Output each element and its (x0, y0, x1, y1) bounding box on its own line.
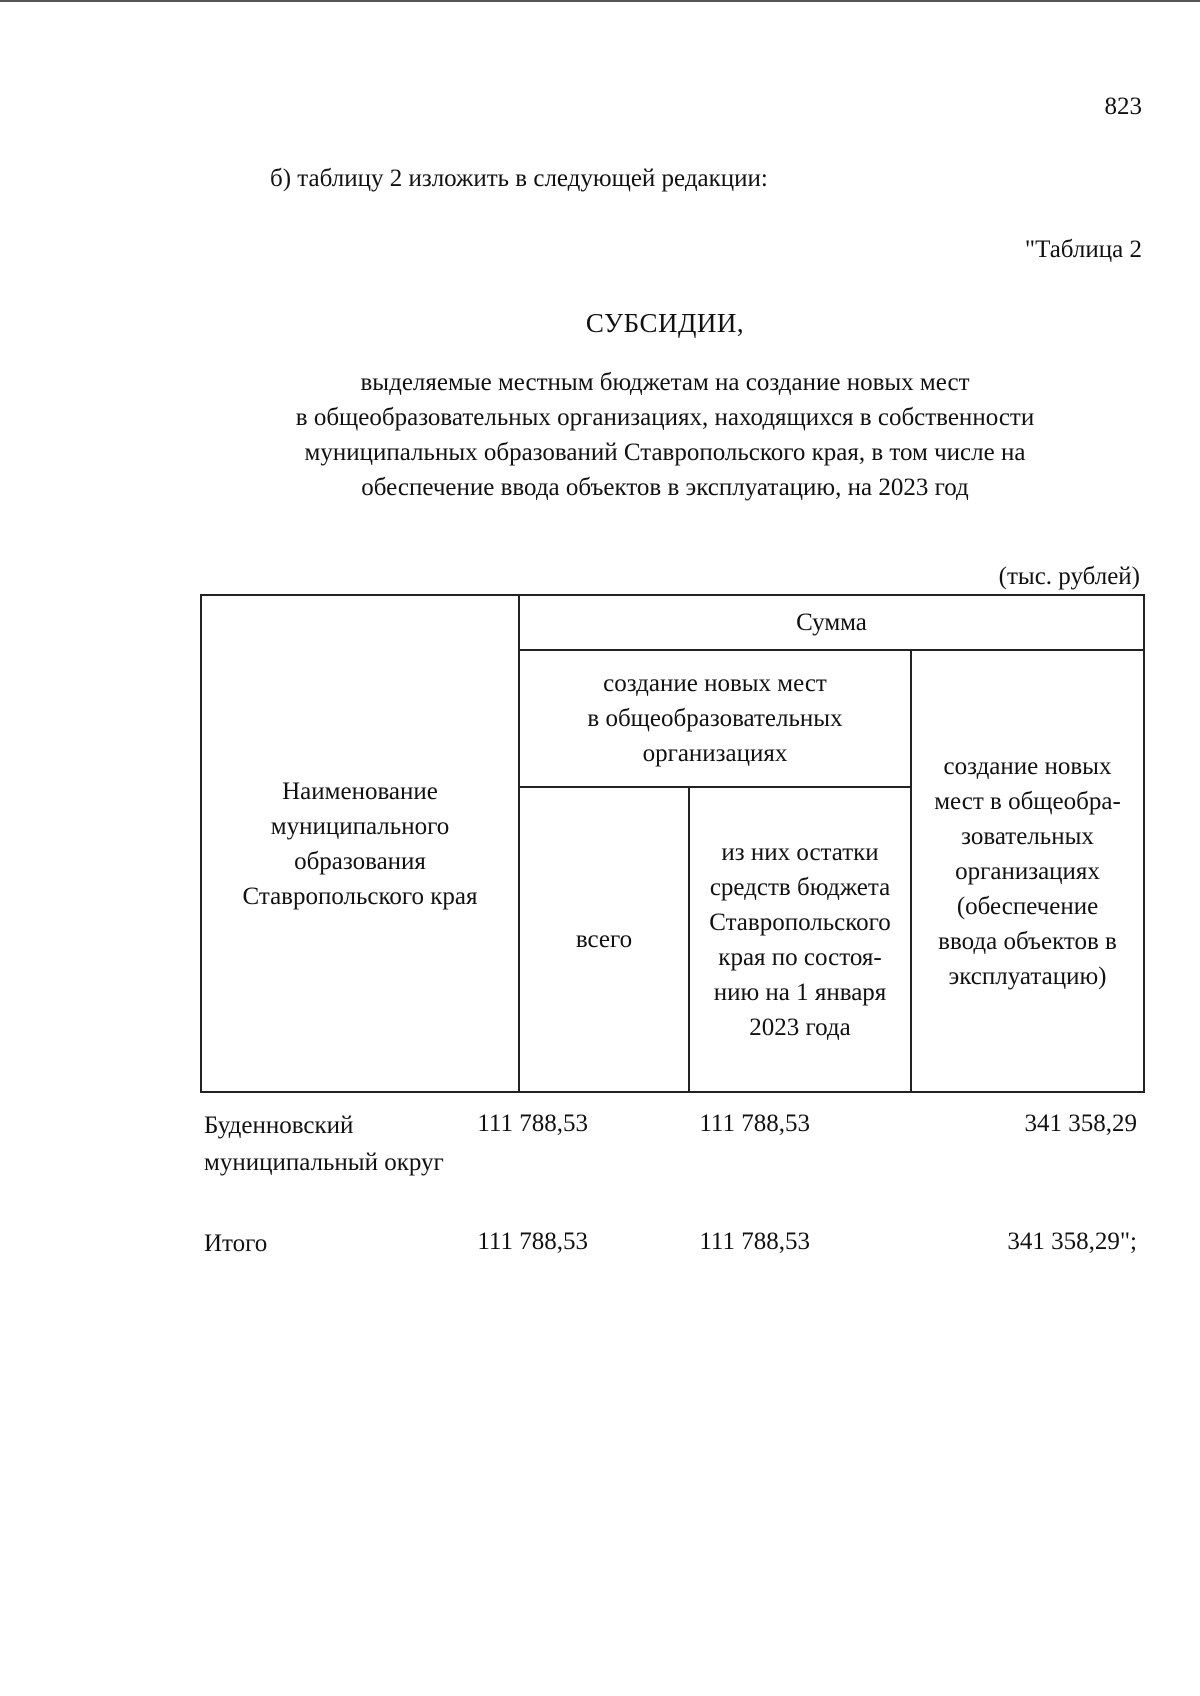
subtitle-line: в общеобразовательных организациях, находящихся в собственности (295, 404, 1035, 431)
subtitle-line: обеспечение ввода объектов в эксплуатацию, на 2023 год (361, 474, 969, 501)
value-commissioning: 341 358,29 (1024, 1110, 1137, 1137)
subsidy-table-header (200, 594, 1145, 1093)
header-text-line: в общеобразовательных (587, 705, 843, 732)
top-border-line (0, 0, 1200, 2)
header-text-line: из них остатки (721, 838, 879, 866)
document-subtitle (0, 365, 1200, 505)
header-text-line: нию на 1 января (713, 978, 887, 1006)
header-text-line: создание новых (943, 752, 1112, 780)
total-value-total: 111 788,53 (477, 1228, 588, 1255)
header-text-line: средств бюджета (709, 873, 891, 901)
header-remainder (689, 787, 911, 1092)
header-text-line: Ставропольского края (242, 882, 478, 910)
total-value-remainder: 111 788,53 (699, 1228, 810, 1255)
municipality-name-line: Буденновский (204, 1112, 354, 1139)
municipality-name (204, 1107, 444, 1181)
table-label: "Таблица 2 (1024, 236, 1142, 263)
header-text-line: Ставропольского (709, 908, 891, 936)
value-total: 111 788,53 (477, 1110, 588, 1137)
header-sum: Сумма (519, 595, 1144, 650)
header-text-line: мест в общеобра- (934, 787, 1121, 815)
header-text-line: края по состоя- (718, 943, 882, 971)
header-total: всего (519, 787, 689, 1092)
units-note: (тыс. рублей) (998, 563, 1140, 590)
header-text-line: (обеспечение (956, 892, 1099, 920)
intro-paragraph: б) таблицу 2 изложить в следующей редакции: (270, 165, 768, 192)
header-text-line: создание новых мест (603, 670, 827, 697)
header-text-line: муниципального (270, 812, 450, 840)
municipality-name-line: муниципальный округ (204, 1149, 444, 1176)
page-number: 823 (1104, 93, 1142, 120)
header-text-line: Наименование (282, 777, 438, 805)
header-text-line: 2023 года (749, 1013, 851, 1041)
value-remainder: 111 788,53 (699, 1110, 810, 1137)
header-commissioning (911, 650, 1144, 1092)
total-value-commissioning: 341 358,29"; (1007, 1228, 1137, 1255)
header-creation-new-places (519, 650, 911, 787)
total-label: Итого (204, 1230, 268, 1257)
header-text-line: организациях (642, 740, 788, 767)
header-text-line: зовательных (961, 822, 1094, 850)
subtitle-line: муниципальных образований Ставропольского края, в том числе на (304, 439, 1026, 466)
header-text-line: эксплуатацию) (948, 962, 1107, 990)
header-text-line: ввода объектов в (938, 927, 1117, 955)
header-text-line: организациях (955, 857, 1100, 885)
header-municipality-name (201, 595, 519, 1092)
header-text-line: образования (294, 847, 426, 875)
document-title: СУБСИДИИ, (585, 308, 745, 338)
subtitle-line: выделяемые местным бюджетам на создание новых мест (360, 369, 970, 396)
